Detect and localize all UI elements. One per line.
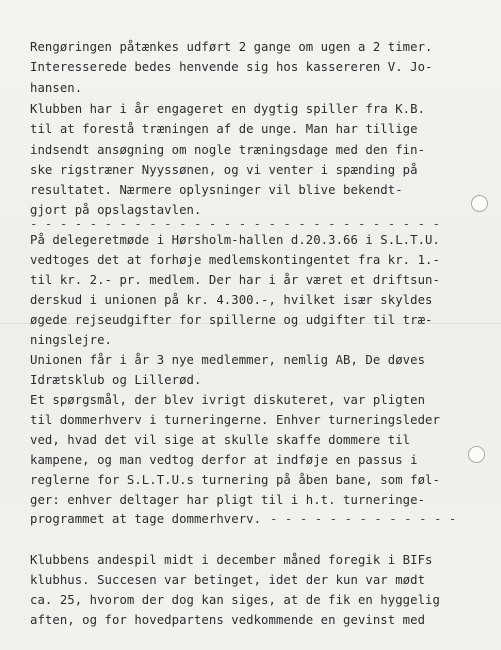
text-line: programmet at tage dommerhverv.: [30, 512, 262, 526]
text-line: ved, hvad det vil sige at skulle skaffe dommere til: [30, 433, 411, 447]
text-line: hansen.: [30, 81, 83, 95]
text-line: ca. 25, hvorom der dog kan siges, at de fik en hyggelig: [30, 593, 440, 607]
text-line: til kr. 2.- pr. medlem. Der har i år været et driftsun-: [30, 273, 440, 287]
text-line: reglerne for S.L.T.U.s turnering på åben bane, som føl-: [30, 473, 440, 487]
punch-hole-lower: [468, 446, 485, 463]
text-line: derskud i unionen på kr. 4.300.-, hvilket især skyldes: [30, 293, 433, 307]
text-line: Et spørgsmål, der blev ivrigt diskuteret, var pligten: [30, 393, 426, 407]
text-line: Klubben har i år engageret en dygtig spiller fra K.B.: [30, 102, 426, 116]
punch-hole-upper: [471, 195, 488, 212]
text-line: indsendt ansøgning om nogle træningsdage med den fin-: [30, 143, 426, 157]
text-line: resultatet. Nærmere oplysninger vil blive bekendt-: [30, 183, 403, 197]
text-line: kampene, og man vedtog derfor at indføje en passus i: [30, 453, 418, 467]
text-line: Klubbens andespil midt i december måned foregik i BIFs: [30, 553, 433, 567]
text-line: vedtoges det at forhøje medlemskontingentet fra kr. 1.-: [30, 253, 440, 267]
text-line: til at forestå træningen af de unge. Man har tillige: [30, 122, 418, 136]
text-line: Unionen får i år 3 nye medlemmer, nemlig AB, De døves: [30, 353, 426, 367]
text-line: øgede rejseudgifter for spillerne og udgifter til træ-: [30, 313, 433, 327]
section-separator: - - - - - - - - - - - - - - - - - - - - - - - - - - - -: [30, 217, 440, 231]
text-line: aften, og for hovedpartens vedkommende en gevinst med: [30, 613, 426, 627]
text-line: til dommerhverv i turneringerne. Enhver turneringsleder: [30, 413, 440, 427]
text-line: gjort på opslagstavlen.: [30, 203, 202, 217]
section-separator: - - - - - - - - - - - - -: [270, 512, 457, 526]
text-line: Rengøringen påtænkes udført 2 gange om ugen a 2 timer.: [30, 40, 433, 54]
text-line: Interesserede bedes henvende sig hos kassereren V. Jo-: [30, 60, 433, 74]
text-line: klubhus. Succesen var betinget, idet der kun var mødt: [30, 573, 426, 587]
text-line: Idrætsklub og Lillerød.: [30, 373, 202, 387]
text-line: På delegeretmøde i Hørsholm-hallen d.20.3.66 i S.L.T.U.: [30, 233, 440, 247]
text-line: ske rigstræner Nyyssønen, og vi venter i spænding på: [30, 163, 418, 177]
text-line: ningslejre.: [30, 333, 112, 347]
text-line: ger: enhver deltager har pligt til i h.t. turneringe-: [30, 493, 426, 507]
